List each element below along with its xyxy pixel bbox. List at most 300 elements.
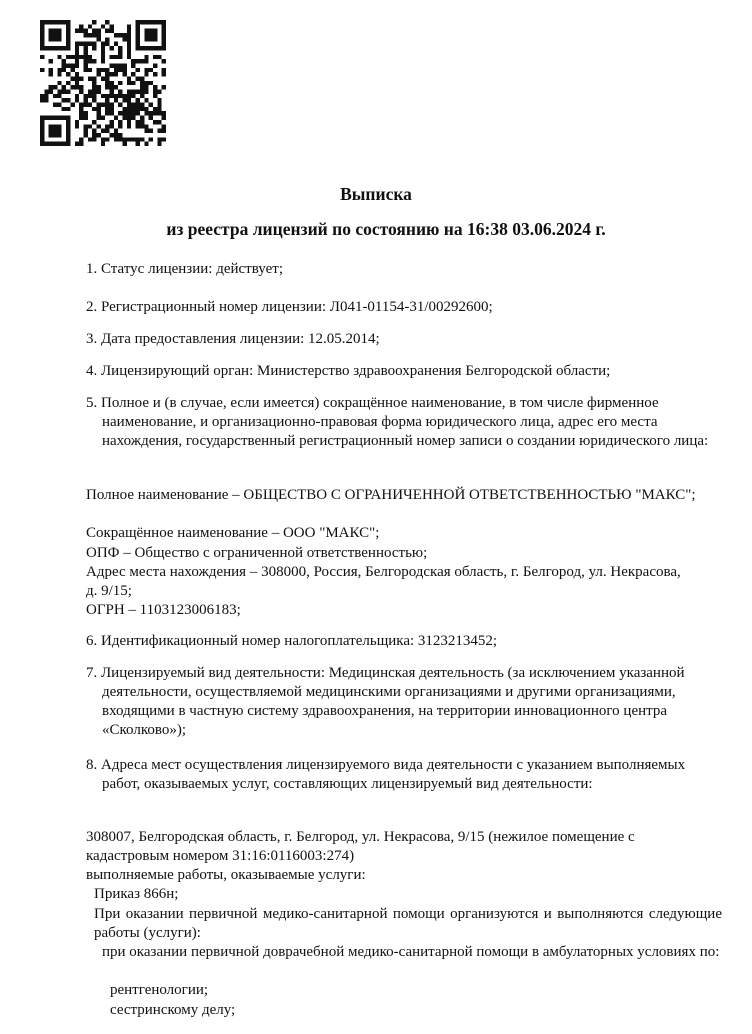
qr-module — [57, 116, 61, 120]
qr-module — [136, 42, 140, 46]
qr-module — [118, 81, 122, 85]
qr-module — [153, 55, 157, 59]
qr-module — [57, 46, 61, 50]
qr-module — [127, 33, 131, 37]
qr-module — [127, 124, 131, 128]
qr-module — [79, 85, 83, 89]
qr-module — [79, 103, 83, 107]
qr-module — [144, 68, 148, 72]
qr-module — [136, 111, 140, 115]
prehospital-care-text: при оказании первичной доврачебной медико-санитарной помощи в амбулаторных условиях по: — [102, 944, 720, 960]
qr-module — [66, 42, 70, 46]
qr-module — [127, 46, 131, 50]
qr-module — [149, 111, 153, 115]
item-organization-heading: 5. Полное и (в случае, если имеется) сокращённое наименование, в том числе фирменное наименование, и организационно-правовая форма юридического лица, адрес его места нахождения, государственный регистрационный номер записи о создании юридического лица: — [86, 395, 709, 449]
qr-module — [66, 46, 70, 50]
qr-module — [162, 46, 166, 50]
qr-module — [123, 98, 127, 102]
qr-module — [110, 124, 114, 128]
qr-module — [140, 137, 144, 141]
qr-module — [53, 116, 57, 120]
qr-module — [92, 33, 96, 37]
qr-module — [118, 103, 122, 107]
qr-module — [153, 120, 157, 124]
qr-module — [83, 129, 87, 133]
qr-module — [144, 90, 148, 94]
qr-module — [70, 55, 74, 59]
qr-module — [66, 81, 70, 85]
qr-module — [92, 59, 96, 63]
item-licensing-authority: 4. Лицензирующий орган: Министерство здравоохранения Белгородской области; — [86, 363, 611, 379]
qr-module — [88, 68, 92, 72]
qr-module — [110, 111, 114, 115]
qr-module — [101, 59, 105, 63]
qr-module — [110, 72, 114, 76]
qr-module — [96, 90, 100, 94]
qr-module — [127, 29, 131, 33]
qr-module — [40, 29, 44, 33]
qr-module — [123, 33, 127, 37]
qr-module — [110, 29, 114, 33]
qr-module — [53, 103, 57, 107]
qr-module — [153, 85, 157, 89]
qr-module — [75, 94, 79, 98]
qr-module — [118, 63, 122, 67]
qr-module — [53, 46, 57, 50]
qr-module — [105, 20, 109, 24]
qr-module — [140, 103, 144, 107]
qr-module — [62, 20, 66, 24]
qr-module — [75, 85, 79, 89]
qr-module — [57, 94, 61, 98]
qr-module — [57, 129, 61, 133]
qr-module — [105, 68, 109, 72]
qr-module — [53, 20, 57, 24]
qr-module — [49, 72, 53, 76]
qr-module — [79, 29, 83, 33]
qr-module — [92, 42, 96, 46]
qr-module — [162, 72, 166, 76]
qr-module — [140, 76, 144, 80]
qr-module — [66, 120, 70, 124]
qr-module — [88, 94, 92, 98]
qr-module — [118, 133, 122, 137]
qr-module — [118, 33, 122, 37]
qr-module — [96, 124, 100, 128]
qr-module — [96, 68, 100, 72]
qr-module — [105, 129, 109, 133]
qr-module — [153, 107, 157, 111]
qr-module — [40, 94, 44, 98]
qr-module — [83, 42, 87, 46]
qr-module — [136, 24, 140, 28]
qr-module — [96, 133, 100, 137]
qr-module — [140, 94, 144, 98]
qr-module — [144, 142, 148, 146]
qr-module — [40, 120, 44, 124]
qr-module — [62, 68, 66, 72]
qr-module — [114, 98, 118, 102]
qr-module — [140, 81, 144, 85]
qr-module — [157, 98, 161, 102]
qr-module — [96, 116, 100, 120]
qr-module — [105, 137, 109, 141]
qr-module — [136, 120, 140, 124]
qr-module — [53, 33, 57, 37]
item-status: 1. Статус лицензии: действует; — [86, 261, 283, 277]
qr-module — [101, 129, 105, 133]
qr-module — [75, 42, 79, 46]
qr-module — [118, 55, 122, 59]
qr-module — [140, 107, 144, 111]
qr-module — [57, 124, 61, 128]
qr-module — [127, 120, 131, 124]
qr-module — [118, 137, 122, 141]
qr-module — [153, 94, 157, 98]
qr-module — [162, 33, 166, 37]
qr-module — [149, 20, 153, 24]
qr-module — [62, 46, 66, 50]
qr-module — [53, 29, 57, 33]
qr-module — [75, 142, 79, 146]
qr-module — [75, 81, 79, 85]
qr-module — [49, 90, 53, 94]
qr-module — [83, 63, 87, 67]
qr-module — [62, 142, 66, 146]
qr-module — [66, 129, 70, 133]
qr-module — [105, 72, 109, 76]
qr-module — [162, 116, 166, 120]
qr-module — [140, 124, 144, 128]
qr-module — [110, 85, 114, 89]
qr-module — [162, 124, 166, 128]
qr-module — [153, 63, 157, 67]
qr-module — [83, 46, 87, 50]
qr-module — [136, 29, 140, 33]
qr-module — [144, 37, 148, 41]
qr-module — [114, 33, 118, 37]
qr-module — [131, 90, 135, 94]
qr-module — [149, 68, 153, 72]
qr-module — [83, 98, 87, 102]
qr-module — [79, 42, 83, 46]
qr-module — [110, 46, 114, 50]
qr-module — [162, 37, 166, 41]
qr-module — [75, 55, 79, 59]
qr-module — [49, 68, 53, 72]
qr-module — [83, 29, 87, 33]
qr-module — [66, 107, 70, 111]
qr-module — [105, 98, 109, 102]
qr-module — [83, 68, 87, 72]
qr-module — [153, 46, 157, 50]
qr-module — [53, 133, 57, 137]
qr-module — [75, 59, 79, 63]
qr-module — [101, 76, 105, 80]
qr-module — [131, 72, 135, 76]
qr-module — [83, 59, 87, 63]
qr-module — [66, 72, 70, 76]
qr-module — [118, 68, 122, 72]
qr-module — [57, 20, 61, 24]
qr-module — [66, 90, 70, 94]
qr-module — [101, 42, 105, 46]
qr-module — [127, 37, 131, 41]
works-label: выполняемые работы, оказываемые услуги: — [86, 867, 366, 883]
qr-module — [88, 33, 92, 37]
qr-module — [157, 107, 161, 111]
qr-module — [75, 50, 79, 54]
qr-module — [49, 59, 53, 63]
qr-module — [40, 124, 44, 128]
qr-module — [140, 120, 144, 124]
qr-module — [92, 20, 96, 24]
qr-module — [105, 94, 109, 98]
qr-module — [96, 72, 100, 76]
qr-module — [153, 90, 157, 94]
qr-module — [123, 142, 127, 146]
qr-module — [79, 55, 83, 59]
qr-module — [157, 90, 161, 94]
qr-module — [88, 42, 92, 46]
qr-module — [92, 133, 96, 137]
qr-module — [162, 59, 166, 63]
qr-module — [123, 68, 127, 72]
qr-module — [66, 33, 70, 37]
qr-module — [162, 20, 166, 24]
qr-module — [114, 68, 118, 72]
qr-module — [88, 124, 92, 128]
qr-module — [118, 50, 122, 54]
qr-module — [75, 124, 79, 128]
qr-module — [49, 85, 53, 89]
qr-module — [149, 129, 153, 133]
qr-module — [153, 72, 157, 76]
qr-module — [40, 142, 44, 146]
qr-module — [44, 46, 48, 50]
service-item: сестринскому делу; — [110, 1002, 236, 1018]
org-short-name: Сокращённое наименование – ООО "МАКС"; — [86, 525, 380, 541]
qr-module — [114, 137, 118, 141]
qr-module — [127, 137, 131, 141]
qr-module — [62, 90, 66, 94]
qr-module — [62, 85, 66, 89]
qr-module — [162, 129, 166, 133]
qr-module — [92, 46, 96, 50]
qr-module — [70, 103, 74, 107]
qr-module — [123, 111, 127, 115]
qr-module — [40, 133, 44, 137]
qr-module — [144, 46, 148, 50]
qr-module — [66, 55, 70, 59]
qr-module — [83, 103, 87, 107]
activity-location: 308007, Белгородская область, г. Белгород, ул. Некрасова, 9/15 (нежилое помещение с кадастровым номером 31:16:0116003:274) — [86, 829, 635, 864]
qr-module — [57, 103, 61, 107]
qr-module — [127, 90, 131, 94]
qr-module — [140, 85, 144, 89]
qr-module — [157, 111, 161, 115]
qr-module — [101, 103, 105, 107]
qr-module — [88, 76, 92, 80]
qr-module — [127, 116, 131, 120]
qr-module — [127, 111, 131, 115]
org-legal-form: ОПФ – Общество с ограниченной ответственностью; — [86, 545, 428, 561]
qr-module — [53, 142, 57, 146]
qr-module — [79, 24, 83, 28]
qr-module — [136, 68, 140, 72]
qr-module — [136, 98, 140, 102]
document-subtitle: из реестра лицензий по состоянию на 16:38 03.06.2024 г. — [166, 219, 606, 239]
qr-module — [136, 107, 140, 111]
qr-module — [131, 81, 135, 85]
qr-module — [83, 111, 87, 115]
qr-module — [149, 137, 153, 141]
qr-module — [153, 33, 157, 37]
qr-module — [40, 116, 44, 120]
qr-module — [75, 72, 79, 76]
qr-module — [131, 94, 135, 98]
qr-module — [136, 90, 140, 94]
qr-module — [57, 55, 61, 59]
qr-module — [53, 85, 57, 89]
qr-module — [49, 46, 53, 50]
qr-module — [162, 85, 166, 89]
qr-module — [44, 20, 48, 24]
qr-module — [149, 37, 153, 41]
qr-module — [123, 137, 127, 141]
qr-module — [40, 46, 44, 50]
qr-module — [157, 129, 161, 133]
qr-module — [96, 103, 100, 107]
qr-module — [127, 94, 131, 98]
qr-module — [40, 42, 44, 46]
qr-module — [144, 29, 148, 33]
qr-module — [101, 94, 105, 98]
qr-module — [66, 63, 70, 67]
qr-module — [49, 20, 53, 24]
qr-module — [96, 29, 100, 33]
qr-module — [105, 85, 109, 89]
qr-module — [44, 116, 48, 120]
qr-module — [44, 90, 48, 94]
qr-module — [101, 24, 105, 28]
qr-module — [157, 46, 161, 50]
qr-module — [92, 129, 96, 133]
qr-module — [127, 50, 131, 54]
qr-module — [96, 33, 100, 37]
qr-module — [114, 55, 118, 59]
qr-module — [44, 94, 48, 98]
qr-module — [79, 111, 83, 115]
item-activity-addresses: 8. Адреса мест осуществления лицензируемого вида деятельности с указанием выполняемых работ, оказываемых услуг, составляющих лицензируемый вид деятельности: — [86, 757, 686, 792]
qr-module — [136, 103, 140, 107]
qr-module — [149, 81, 153, 85]
qr-module — [136, 124, 140, 128]
qr-module — [53, 94, 57, 98]
primary-care-text: При оказании первичной медико-санитарной помощи организуются и выполняются следующие работы (услуги): — [94, 906, 722, 941]
qr-module — [105, 111, 109, 115]
qr-module — [136, 59, 140, 63]
qr-module — [40, 20, 44, 24]
qr-module — [101, 116, 105, 120]
qr-module — [127, 76, 131, 80]
qr-module — [53, 129, 57, 133]
qr-module — [79, 90, 83, 94]
qr-module — [118, 124, 122, 128]
qr-module — [157, 142, 161, 146]
qr-module — [149, 46, 153, 50]
qr-module — [123, 94, 127, 98]
qr-module — [105, 29, 109, 33]
qr-module — [88, 137, 92, 141]
qr-module — [127, 98, 131, 102]
qr-module — [144, 33, 148, 37]
qr-module — [144, 55, 148, 59]
qr-module — [53, 37, 57, 41]
qr-module — [153, 20, 157, 24]
qr-module — [83, 94, 87, 98]
service-item: рентгенологии; — [110, 982, 209, 998]
qr-module — [92, 85, 96, 89]
qr-module — [157, 120, 161, 124]
qr-module — [40, 68, 44, 72]
qr-module — [105, 76, 109, 80]
qr-module — [57, 90, 61, 94]
qr-module — [157, 20, 161, 24]
qr-module — [110, 120, 114, 124]
qr-module — [44, 98, 48, 102]
qr-module — [127, 55, 131, 59]
qr-module — [53, 124, 57, 128]
qr-module — [144, 59, 148, 63]
qr-module — [57, 29, 61, 33]
qr-module — [149, 33, 153, 37]
qr-module — [49, 37, 53, 41]
qr-module — [92, 94, 96, 98]
qr-module — [110, 24, 114, 28]
qr-module — [57, 133, 61, 137]
qr-module — [114, 116, 118, 120]
qr-module — [79, 116, 83, 120]
qr-module — [88, 59, 92, 63]
qr-module — [66, 98, 70, 102]
qr-module — [136, 37, 140, 41]
qr-module — [57, 37, 61, 41]
qr-module — [62, 59, 66, 63]
qr-module — [79, 107, 83, 111]
qr-module — [92, 76, 96, 80]
qr-module — [114, 42, 118, 46]
qr-module — [66, 137, 70, 141]
qr-module — [75, 29, 79, 33]
qr-module — [62, 107, 66, 111]
qr-module — [92, 120, 96, 124]
qr-module — [57, 81, 61, 85]
qr-module — [49, 142, 53, 146]
item-registration-number: 2. Регистрационный номер лицензии: Л041-01154-31/00292600; — [86, 299, 493, 315]
qr-module — [110, 90, 114, 94]
qr-module — [131, 63, 135, 67]
qr-module — [88, 90, 92, 94]
qr-module — [49, 116, 53, 120]
qr-module — [83, 133, 87, 137]
qr-module — [66, 24, 70, 28]
qr-module — [79, 76, 83, 80]
qr-module — [70, 76, 74, 80]
qr-module — [40, 37, 44, 41]
qr-module — [57, 33, 61, 37]
qr-module — [101, 142, 105, 146]
